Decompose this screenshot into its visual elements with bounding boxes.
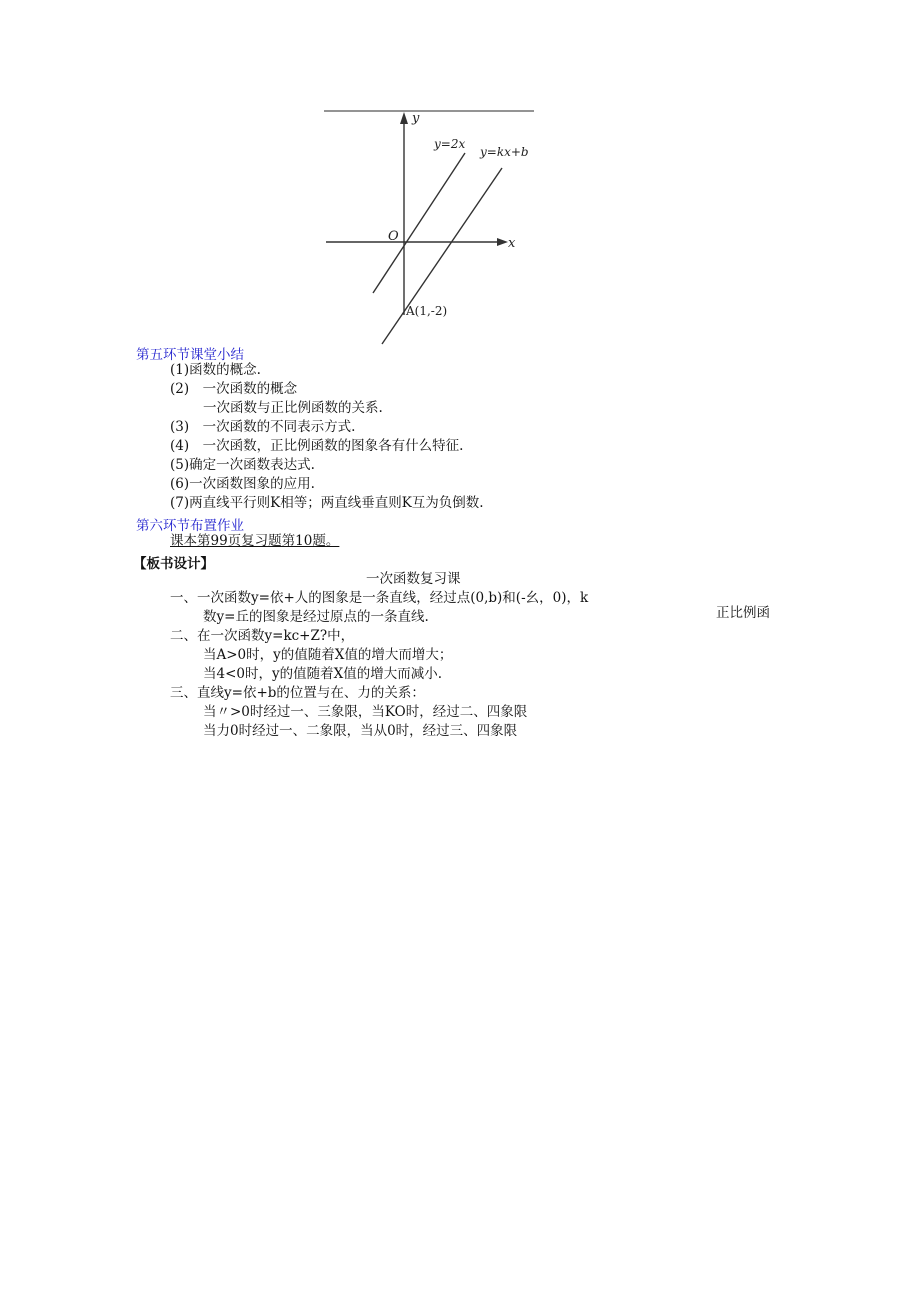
board-line-8: 当力0时经过一、二象限，当从0时，经过三、四象限 bbox=[203, 723, 518, 739]
section5-heading: 第五环节课堂小结 bbox=[136, 347, 244, 363]
board-line-6: 三、直线y=依+b的位置与在、力的关系： bbox=[170, 685, 425, 701]
board-title: 一次函数复习课 bbox=[366, 571, 461, 587]
x-axis-arrow-icon bbox=[497, 238, 508, 246]
summary-item-5: (5)确定一次函数表达式. bbox=[170, 457, 315, 473]
line2-label: y=kx+b bbox=[480, 145, 529, 159]
summary-item-2: (2) 一次函数的概念 bbox=[170, 381, 298, 397]
board-line-7: 当〃>0时经过一、三象限，当KO时，经过二、四象限 bbox=[203, 704, 528, 720]
section6-heading: 第六环节布置作业 bbox=[136, 518, 244, 534]
line-y-2x bbox=[373, 153, 465, 293]
summary-item-4: (4) 一次函数，正比例函数的图象各有什么特征. bbox=[170, 438, 464, 454]
summary-item-3: (3) 一次函数的不同表示方式. bbox=[170, 419, 356, 435]
origin-label: O bbox=[388, 229, 399, 244]
summary-item-7: (7)两直线平行则K相等；两直线垂直则K互为负倒数. bbox=[170, 495, 484, 511]
board-line-5: 当4<0时，y的值随着X值的增大而减小. bbox=[203, 666, 443, 682]
point-a-label: A(1,-2) bbox=[406, 304, 448, 318]
y-axis-arrow-icon bbox=[400, 112, 408, 124]
board-side-note: 正比例函 bbox=[716, 605, 770, 621]
board-line-1: 一、一次函数y=依+人的图象是一条直线，经过点(0,b)和(-幺，0)，k bbox=[170, 590, 589, 606]
board-line-3: 二、在一次函数y=kc+Z?中， bbox=[170, 628, 355, 644]
function-graph-figure bbox=[320, 100, 540, 350]
board-heading: 【板书设计】 bbox=[133, 556, 214, 572]
summary-item-6: (6)一次函数图象的应用. bbox=[170, 476, 315, 492]
x-axis-label: x bbox=[508, 236, 516, 251]
summary-item-2-sub: 一次函数与正比例函数的关系. bbox=[203, 400, 383, 416]
homework-text: 课本第99页复习题第10题。 bbox=[170, 533, 340, 549]
board-line-2: 数y=丘的图象是经过原点的一条直线. bbox=[203, 609, 429, 625]
summary-item-1: (1)函数的概念. bbox=[170, 362, 261, 378]
line1-label: y=2x bbox=[434, 137, 466, 151]
y-axis-label: y bbox=[412, 111, 420, 126]
board-line-4: 当A>0时，y的值随着X值的增大而增大； bbox=[203, 647, 453, 663]
